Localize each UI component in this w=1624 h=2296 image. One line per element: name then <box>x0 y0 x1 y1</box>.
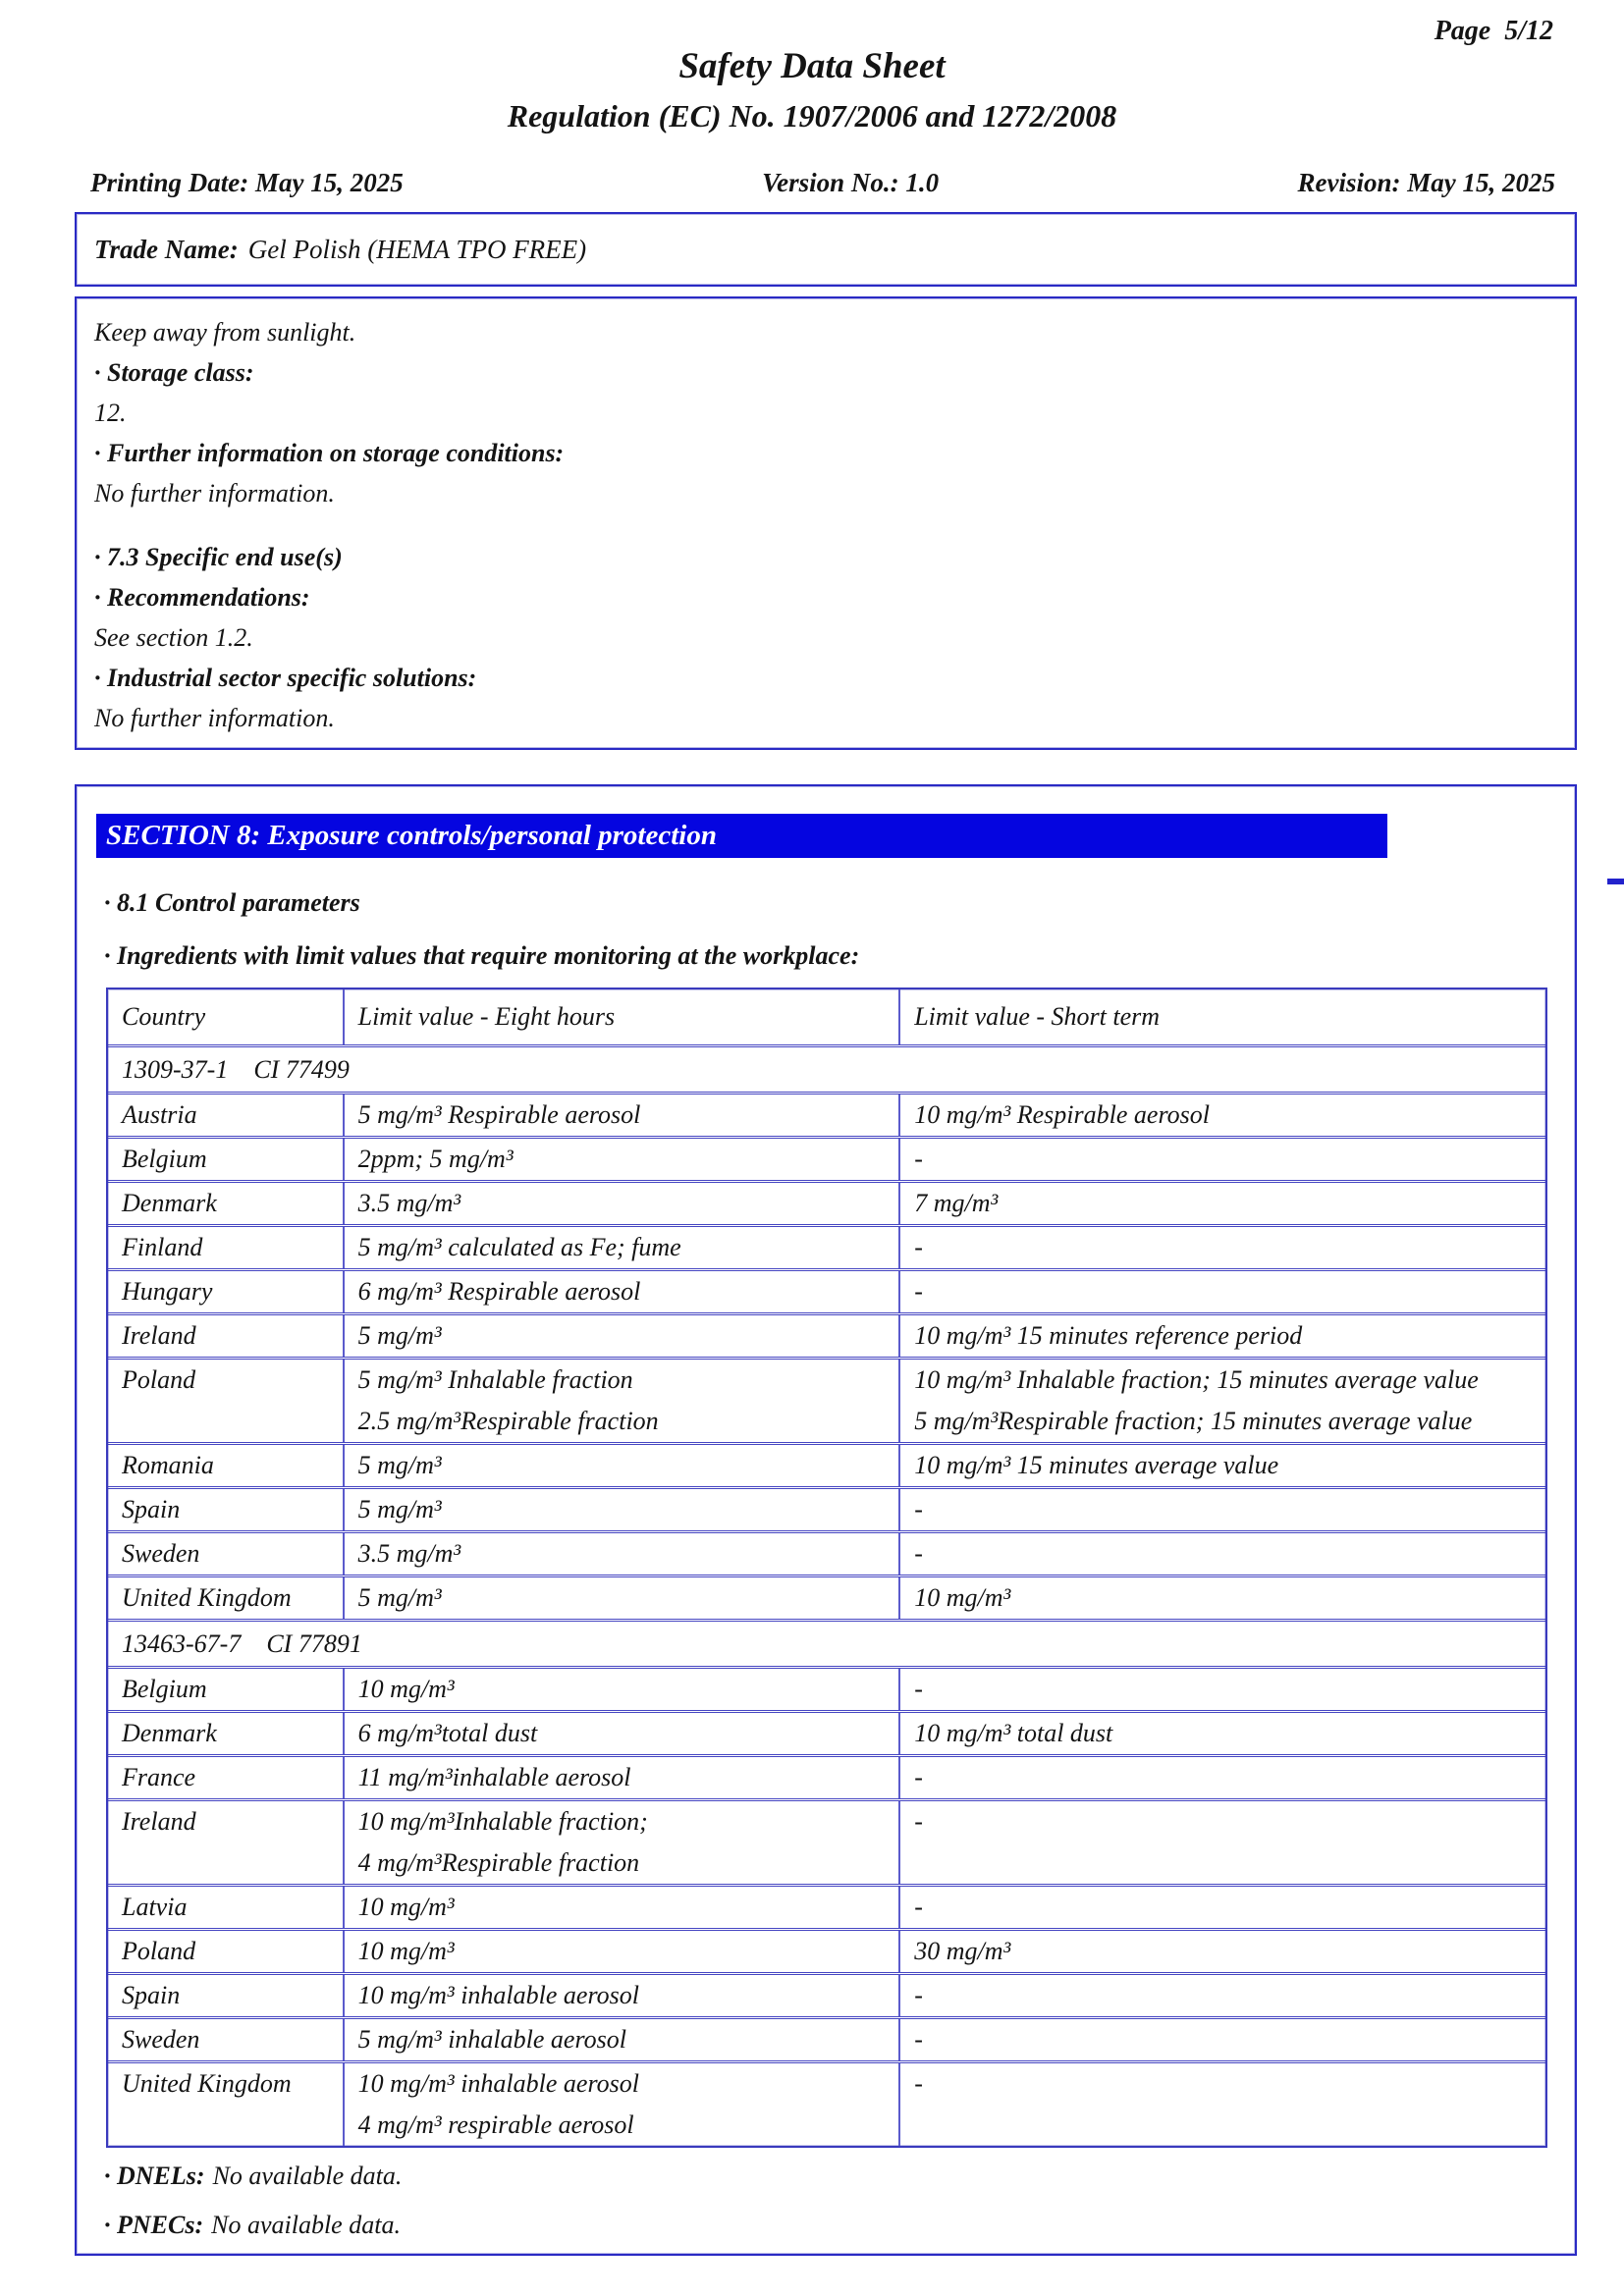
cell-text: 2ppm; 5 mg/m³ <box>357 1145 514 1173</box>
cell-text: 10 mg/m³ Respirable aerosol <box>914 1100 1210 1129</box>
dnels-line <box>104 2156 1557 2197</box>
table-row <box>108 1972 1545 2016</box>
dnels-label: · DNELs: <box>104 2162 205 2190</box>
cell-text: - <box>914 1145 923 1173</box>
short-term-cell <box>898 1315 1545 1357</box>
eight-hours-cell <box>343 1489 899 1530</box>
eight-hours-cell <box>343 1095 899 1136</box>
short-term-cell <box>898 1975 1545 2016</box>
short-term-cell <box>898 1757 1545 1798</box>
eight-hours-cell <box>343 1577 899 1619</box>
industrial-solutions-heading: · Industrial sector specific solutions: <box>94 664 477 692</box>
country-cell <box>108 1887 343 1928</box>
storage-class-heading: · Storage class: <box>94 358 254 387</box>
cell-text: 11 mg/m³inhalable aerosol <box>357 1763 631 1791</box>
short-term-cell <box>898 1887 1545 1928</box>
cell-text: United Kingdom <box>122 2069 292 2098</box>
short-term-cell <box>898 1669 1545 1710</box>
eight-hours-cell <box>343 1931 899 1972</box>
cell-text: 10 mg/m³ 15 minutes average value <box>914 1451 1279 1479</box>
table-row <box>108 1312 1545 1357</box>
ingredients-heading: · Ingredients with limit values that require monitoring at the workplace: <box>104 941 860 970</box>
recommendations-heading: · Recommendations: <box>94 583 310 612</box>
cell-text: 6 mg/m³ Respirable aerosol <box>357 1277 641 1306</box>
cell-text: Sweden <box>122 2025 200 2054</box>
pnecs-line <box>104 2205 1557 2246</box>
cell-text: 10 mg/m³ Inhalable fraction; 15 minutes average value <box>914 1365 1479 1394</box>
cell-text: - <box>914 1675 923 1703</box>
country-cell <box>108 1227 343 1268</box>
cell-text: 5 mg/m³ calculated as Fe; fume <box>357 1233 681 1261</box>
recommendations-value: See section 1.2. <box>94 623 253 652</box>
table-row <box>108 1884 1545 1928</box>
short-term-cell <box>898 2019 1545 2060</box>
storage-text-line: Keep away from sunlight. <box>94 318 356 347</box>
country-cell <box>108 1533 343 1575</box>
cell-text: Hungary <box>122 1277 213 1306</box>
cell-text: United Kingdom <box>122 1583 292 1612</box>
short-term-cell <box>898 1227 1545 1268</box>
document-header <box>0 0 1624 135</box>
specific-end-use-heading: · 7.3 Specific end use(s) <box>94 543 343 571</box>
industrial-solutions-value: No further information. <box>94 704 335 732</box>
short-term-cell <box>898 1445 1545 1486</box>
cell-text: - <box>914 1807 923 1836</box>
cell-text: Poland <box>122 1937 196 1965</box>
table-row <box>108 1180 1545 1224</box>
cell-text: 7 mg/m³ <box>914 1189 999 1217</box>
eight-hours-cell <box>343 1887 899 1928</box>
column-header-eight-hours: Limit value - Eight hours <box>343 989 899 1044</box>
page-title: Safety Data Sheet <box>678 46 946 86</box>
short-term-cell <box>898 1801 1545 1884</box>
cell-text: 10 mg/m³ total dust <box>914 1719 1113 1747</box>
cell-text: - <box>914 1277 923 1306</box>
table-header-row <box>108 989 1545 1044</box>
cell-text: - <box>914 1893 923 1921</box>
table-row <box>108 1442 1545 1486</box>
cell-text: 2.5 mg/m³Respirable fraction <box>357 1407 659 1435</box>
meta-row <box>90 167 1555 198</box>
storage-info-box <box>75 296 1577 750</box>
cell-text: 30 mg/m³ <box>914 1937 1011 1965</box>
cell-text: 5 mg/m³Respirable fraction; 15 minutes average value <box>914 1407 1473 1435</box>
short-term-cell <box>898 1713 1545 1754</box>
eight-hours-cell <box>343 1360 899 1442</box>
country-cell <box>108 1360 343 1442</box>
page-number: Page 5/12 <box>1434 16 1553 46</box>
eight-hours-cell <box>343 1533 899 1575</box>
eight-hours-cell <box>343 1669 899 1710</box>
eight-hours-cell <box>343 1271 899 1312</box>
cell-text: 4 mg/m³ respirable aerosol <box>357 2110 634 2139</box>
cell-text: 5 mg/m³ <box>357 1321 442 1350</box>
limits-table <box>106 988 1547 2148</box>
section-8-header: SECTION 8: Exposure controls/personal protection <box>96 814 1387 858</box>
cell-text: Spain <box>122 1495 181 1523</box>
cell-text: Belgium <box>122 1145 207 1173</box>
substance-row: 13463-67-7 CI 77891 <box>108 1619 1545 1666</box>
country-cell <box>108 1669 343 1710</box>
country-cell <box>108 1095 343 1136</box>
dnels-value: No available data. <box>212 2162 403 2190</box>
short-term-cell <box>898 1489 1545 1530</box>
cell-text: 5 mg/m³ <box>357 1495 442 1523</box>
version-number: Version No.: 1.0 <box>762 168 940 197</box>
eight-hours-cell <box>343 2063 899 2146</box>
cell-text: Ireland <box>122 1321 196 1350</box>
eight-hours-cell <box>343 1975 899 2016</box>
table-row <box>108 2016 1545 2060</box>
cell-text: 5 mg/m³ <box>357 1451 442 1479</box>
short-term-cell <box>898 1183 1545 1224</box>
table-row <box>108 1224 1545 1268</box>
country-cell <box>108 1975 343 2016</box>
page-edge-mark <box>1607 879 1624 884</box>
country-cell <box>108 2019 343 2060</box>
cell-text: Austria <box>122 1100 197 1129</box>
eight-hours-cell <box>343 1713 899 1754</box>
eight-hours-cell <box>343 1183 899 1224</box>
trade-name-label: Trade Name: <box>94 235 239 264</box>
cell-text: - <box>914 2069 923 2098</box>
cell-text: 6 mg/m³total dust <box>357 1719 538 1747</box>
table-row <box>108 1136 1545 1180</box>
cell-text: 4 mg/m³Respirable fraction <box>357 1848 640 1877</box>
cell-text: - <box>914 1981 923 2009</box>
eight-hours-cell <box>343 1139 899 1180</box>
cell-text: Sweden <box>122 1539 200 1568</box>
section-8-box <box>75 784 1577 2256</box>
cell-text: Denmark <box>122 1719 217 1747</box>
further-info-heading: · Further information on storage conditions: <box>94 439 565 467</box>
pnecs-label: · PNECs: <box>104 2211 204 2239</box>
table-row <box>108 1357 1545 1442</box>
column-header-short-term: Limit value - Short term <box>898 989 1545 1044</box>
country-cell <box>108 1931 343 1972</box>
cell-text: Belgium <box>122 1675 207 1703</box>
cell-text: 5 mg/m³ inhalable aerosol <box>357 2025 626 2054</box>
country-cell <box>108 1713 343 1754</box>
short-term-cell <box>898 1360 1545 1442</box>
trade-name-value: Gel Polish (HEMA TPO FREE) <box>247 235 587 264</box>
country-cell <box>108 2063 343 2146</box>
table-row <box>108 1575 1545 1619</box>
country-cell <box>108 1315 343 1357</box>
cell-text: - <box>914 1233 923 1261</box>
control-parameters-heading: · 8.1 Control parameters <box>104 888 360 917</box>
eight-hours-cell <box>343 1445 899 1486</box>
pnecs-value: No available data. <box>211 2211 401 2239</box>
cell-text: 10 mg/m³ <box>914 1583 1011 1612</box>
country-cell <box>108 1757 343 1798</box>
table-row <box>108 1710 1545 1754</box>
document-subtitle: Regulation (EC) No. 1907/2006 and 1272/2008 <box>507 98 1117 133</box>
revision-date: Revision: May 15, 2025 <box>1297 168 1555 197</box>
cell-text: 5 mg/m³ <box>357 1583 442 1612</box>
cell-text: Finland <box>122 1233 203 1261</box>
table-row <box>108 1928 1545 1972</box>
short-term-cell <box>898 1271 1545 1312</box>
cell-text: 10 mg/m³ inhalable aerosol <box>357 1981 639 2009</box>
cell-text: 3.5 mg/m³ <box>357 1539 461 1568</box>
cell-text: 10 mg/m³Inhalable fraction; <box>357 1807 648 1836</box>
further-info-value: No further information. <box>94 479 335 507</box>
country-cell <box>108 1271 343 1312</box>
trade-name-box <box>75 212 1577 287</box>
cell-text: - <box>914 1539 923 1568</box>
table-row <box>108 1754 1545 1798</box>
country-cell <box>108 1489 343 1530</box>
cell-text: Romania <box>122 1451 214 1479</box>
eight-hours-cell <box>343 1757 899 1798</box>
printing-date: Printing Date: May 15, 2025 <box>90 168 404 197</box>
cell-text: 10 mg/m³ inhalable aerosol <box>357 2069 639 2098</box>
cell-text: 5 mg/m³ Respirable aerosol <box>357 1100 641 1129</box>
substance-row: 1309-37-1 CI 77499 <box>108 1044 1545 1092</box>
table-row <box>108 1092 1545 1136</box>
table-row <box>108 2060 1545 2146</box>
cell-text: Ireland <box>122 1807 196 1836</box>
cell-text: 5 mg/m³ Inhalable fraction <box>357 1365 633 1394</box>
country-cell <box>108 1183 343 1224</box>
table-row <box>108 1798 1545 1884</box>
cell-text: - <box>914 2025 923 2054</box>
cell-text: 10 mg/m³ 15 minutes reference period <box>914 1321 1303 1350</box>
short-term-cell <box>898 1095 1545 1136</box>
cell-text: Poland <box>122 1365 196 1394</box>
short-term-cell <box>898 2063 1545 2146</box>
eight-hours-cell <box>343 1801 899 1884</box>
cell-text: Latvia <box>122 1893 188 1921</box>
table-row <box>108 1268 1545 1312</box>
table-row <box>108 1486 1545 1530</box>
table-row <box>108 1666 1545 1710</box>
cell-text: 10 mg/m³ <box>357 1893 455 1921</box>
eight-hours-cell <box>343 1315 899 1357</box>
short-term-cell <box>898 1931 1545 1972</box>
short-term-cell <box>898 1533 1545 1575</box>
cell-text: 3.5 mg/m³ <box>357 1189 461 1217</box>
column-header-country: Country <box>122 1002 206 1031</box>
cell-text: Spain <box>122 1981 181 2009</box>
cell-text: - <box>914 1495 923 1523</box>
cell-text: 10 mg/m³ <box>357 1937 455 1965</box>
table-row <box>108 1530 1545 1575</box>
cell-text: Denmark <box>122 1189 217 1217</box>
eight-hours-cell <box>343 1227 899 1268</box>
short-term-cell <box>898 1577 1545 1619</box>
cell-text: - <box>914 1763 923 1791</box>
country-cell <box>108 1577 343 1619</box>
short-term-cell <box>898 1139 1545 1180</box>
country-cell <box>108 1801 343 1884</box>
country-cell <box>108 1139 343 1180</box>
cell-text: France <box>122 1763 196 1791</box>
storage-class-value: 12. <box>94 399 127 427</box>
country-cell <box>108 1445 343 1486</box>
eight-hours-cell <box>343 2019 899 2060</box>
cell-text: 10 mg/m³ <box>357 1675 455 1703</box>
